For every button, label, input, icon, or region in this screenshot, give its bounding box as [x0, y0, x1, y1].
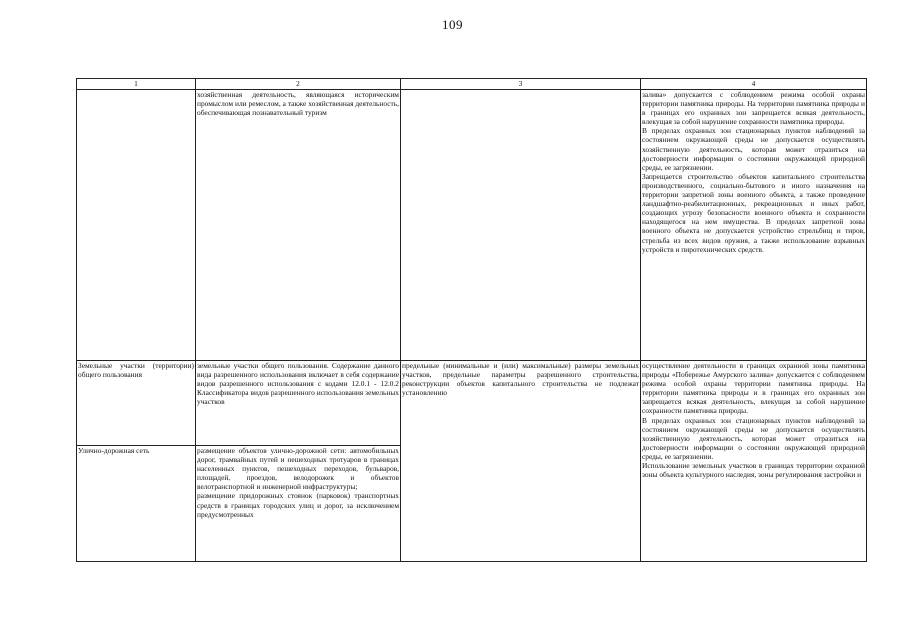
cell-paragraph: залива» допускается с соблюдением режима особой охраны территории памятника природы. На территории памятника природы и в границах его охранных зон запрещается всякая деятельность, влекущая за собой нарушение сохранности памятника природы.: [642, 90, 865, 127]
table-header-cell: 3: [401, 79, 641, 90]
cell-paragraph: размещение придорожных стоянок (парковок) транспортных средств в границах городских улиц и дорог, за исключением предусмотренных: [197, 491, 399, 519]
table-cell-category: [77, 446, 196, 562]
cell-paragraph: осуществление деятельности в границах охранной зоны памятника природы «Побережье Амурского залива» допускается с соблюдением режима особой охраны территории памятника природы. На территории памятника природы и в границах его охранных зон запрещается всякая деятельность, влекущая за собой нарушение сохранности памятника природы.: [642, 361, 865, 416]
table-cell-description: [196, 446, 401, 562]
cell-paragraph: Использование земельных участков в границах территории охранной зоны объекта культурного наследия, зоны регулирования застройки и: [642, 461, 865, 480]
cell-text: Земельные участки (территории) общего пользования: [78, 361, 194, 380]
table-row: [77, 361, 867, 446]
land-use-table: [76, 78, 867, 562]
cell-text: хозяйственная деятельность, являющаяся историческим промыслом или ремеслом, а также хозяйственная деятельность, обеспечивающая познавательный туризм: [197, 90, 399, 118]
table-cell-parameters: [401, 361, 641, 562]
cell-paragraph: В пределах охранных зон стационарных пунктов наблюдений за состоянием окружающей среды не допускается осуществлять хозяйственную деятельность, которая может отразиться на достоверности информации о состоянии окружающей природной среды, ее загрязнении.: [642, 126, 865, 172]
cell-paragraph: размещение объектов улично-дорожной сети: автомобильных дорог, трамвайных путей и пешеходных тротуаров в границах населенных пунктов, пешеходных переходов, бульваров, площадей, проездов, велодорожек и объектов велотранспортной и инженерной инфраструктуры;: [197, 446, 399, 492]
table-cell-restrictions: [641, 361, 867, 562]
table-cell-description: [196, 90, 401, 361]
table-cell-description: [196, 361, 401, 446]
cell-text: земельные участки общего пользования. Содержание данного вида разрешенного использования включает в себя содержание видов разрешенного использования с кодами 12.0.1 - 12.0.2 Классификатора видов разрешенного использования земельных участков: [197, 361, 399, 407]
table-row: [77, 90, 867, 361]
table-header-cell: 4: [641, 79, 867, 90]
table-cell-restrictions: [641, 90, 867, 361]
table-header-cell: 1: [77, 79, 196, 90]
cell-paragraph: Запрещается строительство объектов капитального строительства производственного, социально-бытового и иного назначения на территории запретной зоны военного объекта, а также проведение ландшафтно-реабилитационных, рекреационных и иных работ, создающих угрозу безопасности военного объекта и сохранности находящегося на нем имущества. В пределах запретной зоны военного объекта не допускается устройство стрельбищ и тиров, стрельба из всех видов оружия, а также использование взрывных устройств и пиротехнических средств.: [642, 171, 865, 254]
table-cell-category: [77, 361, 196, 446]
page-number: 109: [442, 17, 463, 32]
cell-text: Улично-дорожная сеть: [78, 446, 150, 455]
table-cell-parameters: [401, 90, 641, 361]
cell-paragraph: В пределах охранных зон стационарных пунктов наблюдений за состоянием окружающей среды не допускается осуществлять хозяйственную деятельность, которая может отразиться на достоверности информации о состоянии окружающей природной среды, ее загрязнении.: [642, 415, 865, 461]
table-header-row: [77, 79, 867, 90]
table-header-cell: 2: [196, 79, 401, 90]
table-cell-category: [77, 90, 196, 361]
cell-text: предельные (минимальные и (или) максимальные) размеры земельных участков, предельные параметры разрешенного строительства, реконструкции объектов капитального строительства не подлежат установлению: [402, 361, 639, 398]
